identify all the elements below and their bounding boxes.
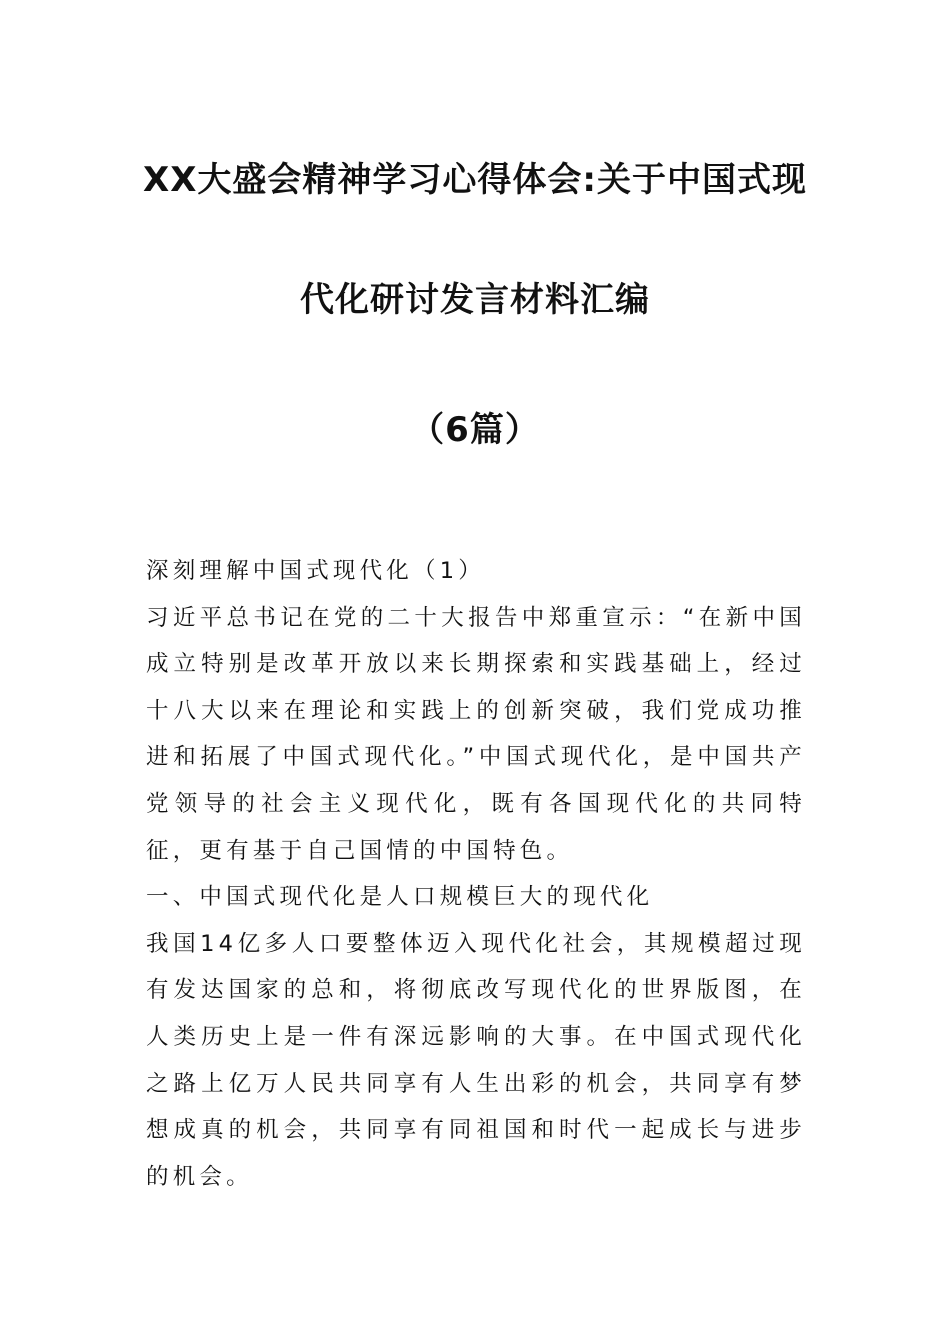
section-heading: 深刻理解中国式现代化（1） bbox=[146, 558, 485, 584]
document-title-count: （6篇） bbox=[410, 410, 540, 450]
paragraph-population: 我国14亿多人口要整体迈入现代化社会，其规模超过现有发达国家的总和，将彻底改写现代化的世界版图，在人类历史上是一件有深远影响的大事。在中国式现代化之路上亿万人民共同享有人生出彩的机会，共同享有梦想成真的机会，共同享有同祖国和时代一起成长与进步的机会。 bbox=[146, 930, 806, 1190]
document-title-line-1: XX大盛会精神学习心得体会:关于中国式现 bbox=[142, 160, 808, 200]
document-title-line-2: 代化研讨发言材料汇编 bbox=[300, 280, 650, 320]
document-body bbox=[146, 548, 806, 1200]
subheading-population: 一、中国式现代化是人口规模巨大的现代化 bbox=[146, 884, 654, 911]
paragraph-intro: 习近平总书记在党的二十大报告中郑重宣示：“在新中国成立特别是改革开放以来长期探索和实践基础上，经过十八大以来在理论和实践上的创新突破，我们党成功推进和拓展了中国式现代化。”中国式现代化，是中国共产党领导的社会主义现代化，既有各国现代化的共同特征，更有基于自己国情的中国特色。 bbox=[146, 604, 806, 864]
